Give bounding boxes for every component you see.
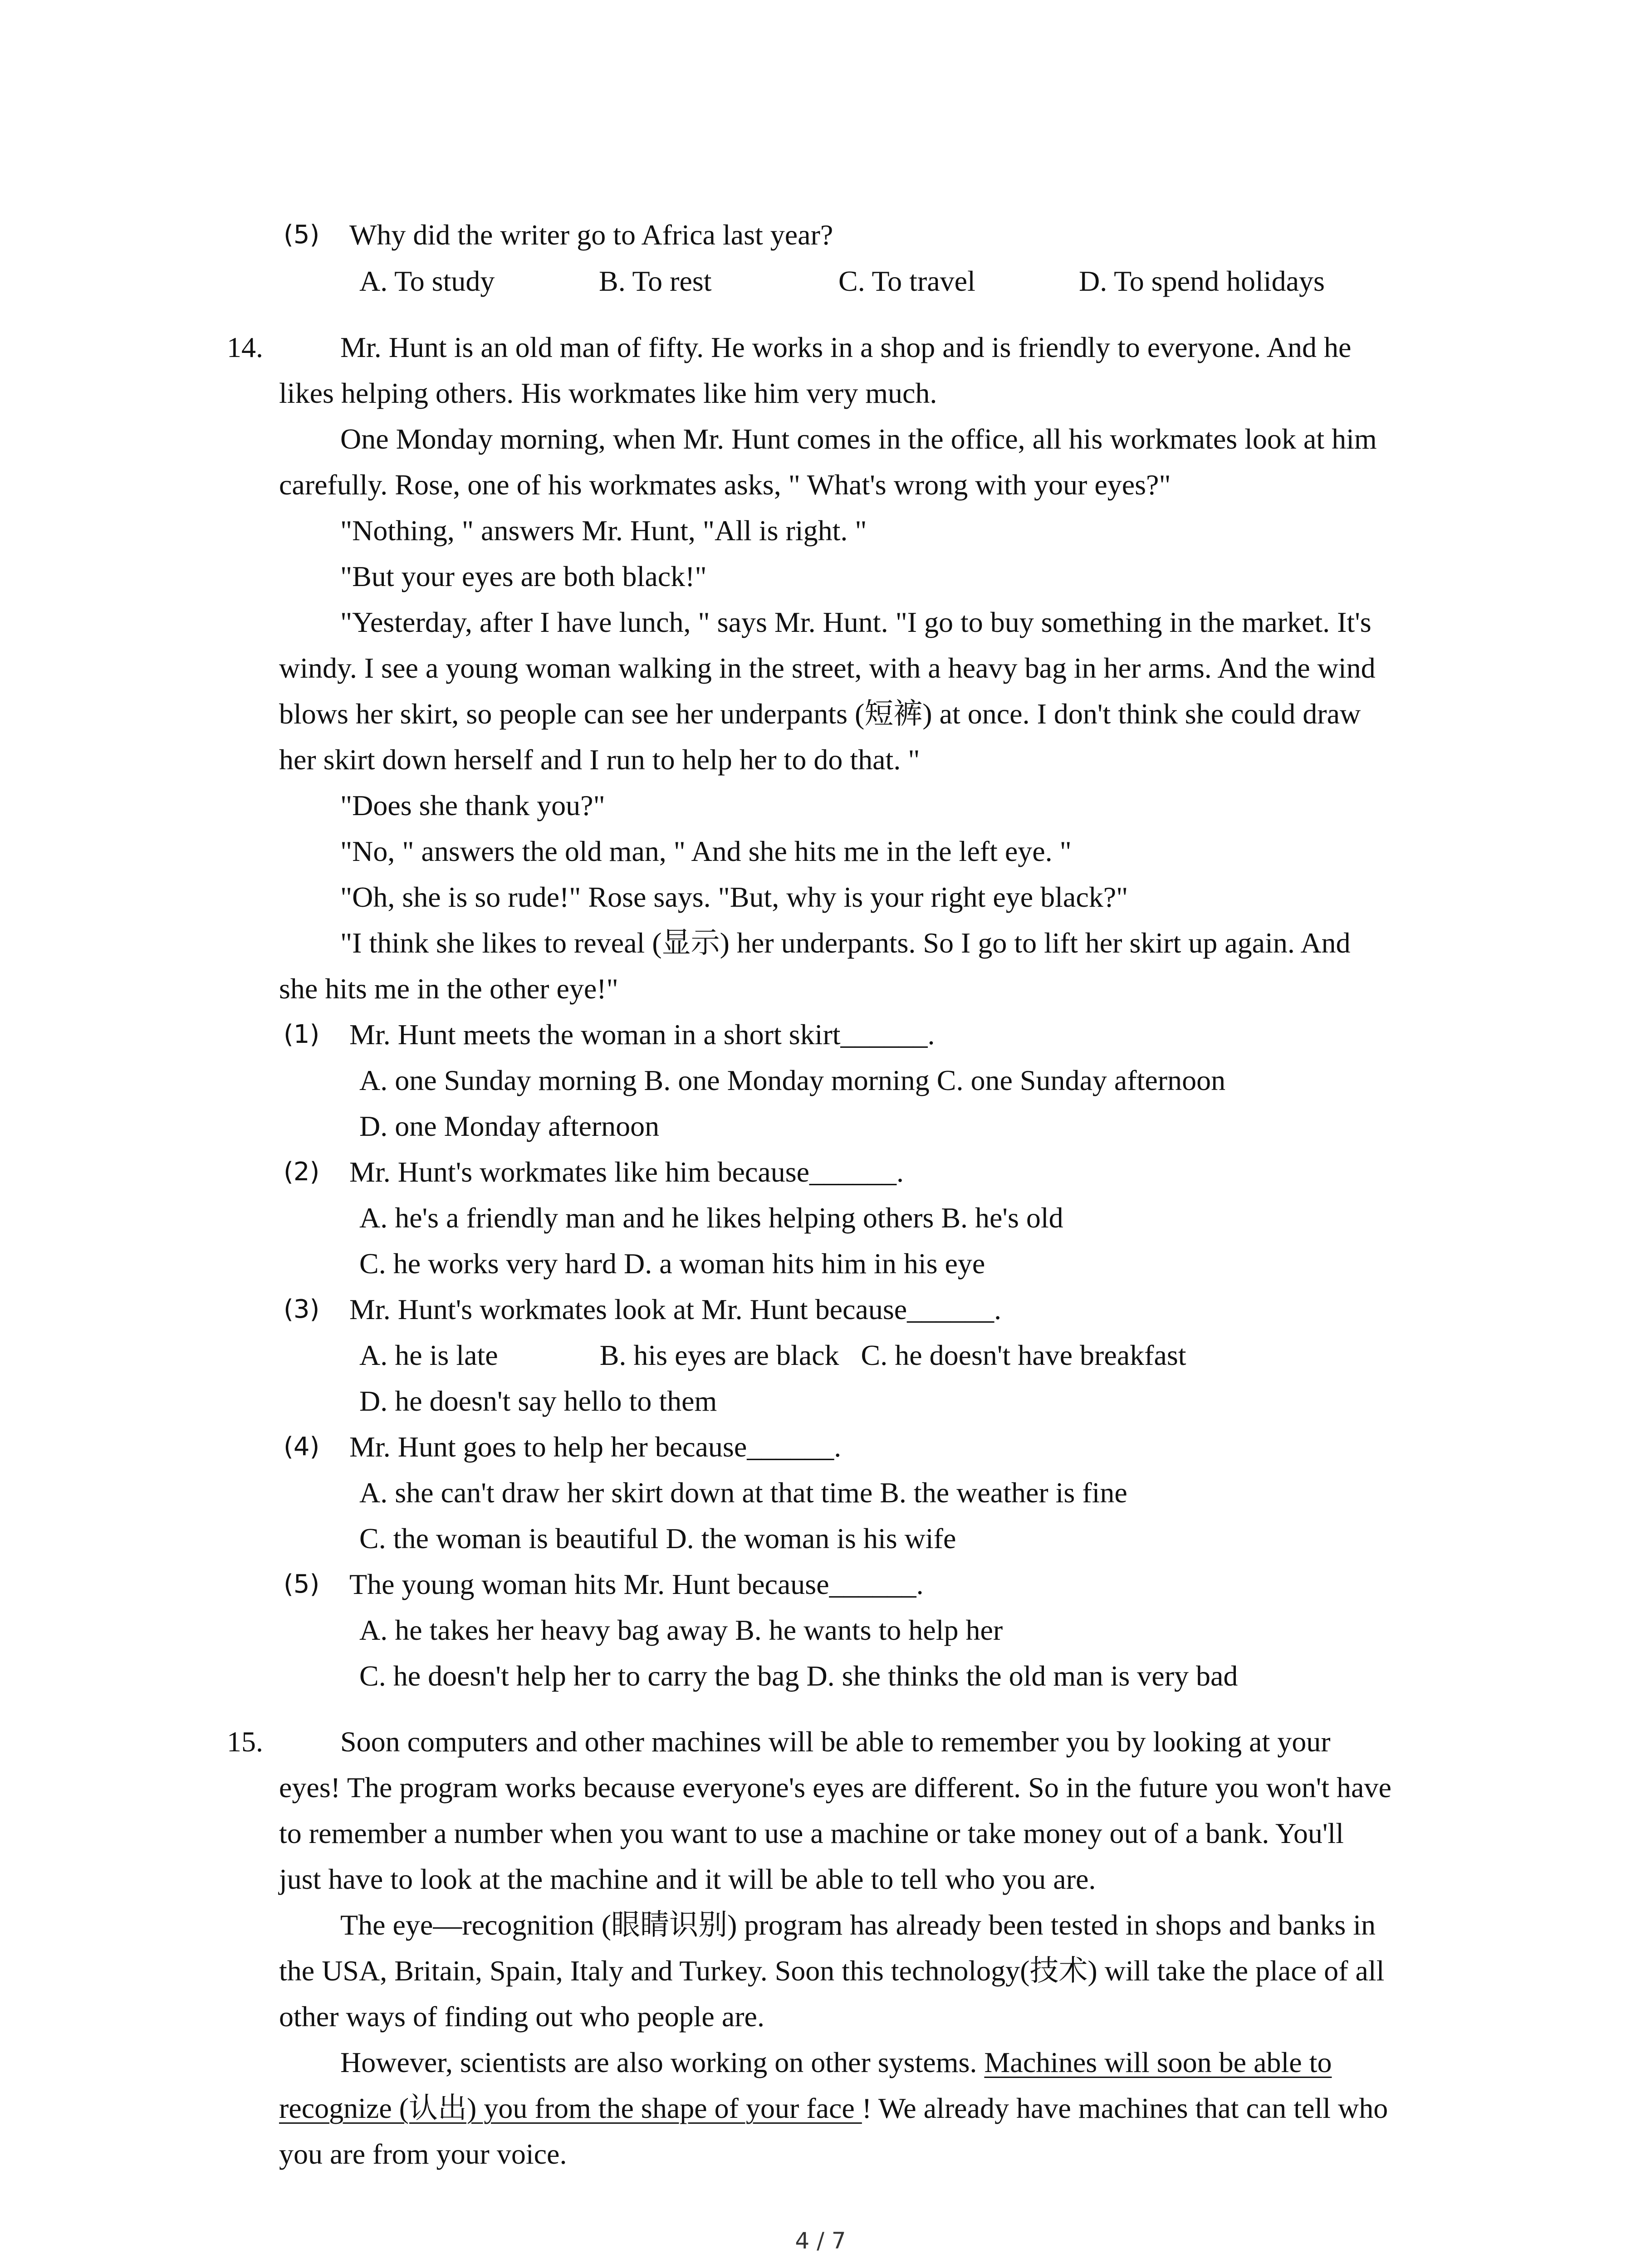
q15-para3-text: ! We already have machines that can tell who [862, 2092, 1388, 2124]
q14-sub2-number: (2) [284, 1157, 320, 1187]
q14-passage-line: Mr. Hunt is an old man of fifty. He works in a shop and is friendly to everyone. And he [340, 331, 1352, 363]
q14-sub3-options: D. he doesn't say hello to them [359, 1385, 717, 1417]
q14-passage-line: her skirt down herself and I run to help her to do that. " [279, 743, 920, 776]
q14-sub1-stem: Mr. Hunt meets the woman in a short skirt______. [349, 1018, 935, 1051]
q14-passage-line: she hits me in the other eye!" [279, 973, 618, 1005]
q15-number: 15. [227, 1725, 263, 1758]
q15-para2-line: the USA, Britain, Spain, Italy and Turkey. Soon this technology(技术) will take the place of all [279, 1955, 1385, 1987]
q14-passage-line: windy. I see a young woman walking in the street, with a heavy bag in her arms. And the wind [279, 652, 1376, 684]
q13-sub5-option-a: A. To study [359, 265, 495, 297]
q15-para3-line2 [279, 2090, 1388, 2126]
q15-underlined-sentence: Machines will soon be able to [984, 2046, 1332, 2078]
q14-sub5-stem: The young woman hits Mr. Hunt because______. [349, 1568, 924, 1600]
q14-passage-line: "Nothing, " answers Mr. Hunt, "All is right. " [340, 514, 867, 547]
q14-sub2-stem: Mr. Hunt's workmates like him because______. [349, 1156, 904, 1188]
q14-sub4-number: (4) [284, 1432, 320, 1461]
q14-sub5-options: A. he takes her heavy bag away B. he wants to help her [359, 1614, 1003, 1646]
q14-sub1-options: A. one Sunday morning B. one Monday morning C. one Sunday afternoon [359, 1064, 1226, 1096]
page-number: 4 / 7 [795, 2228, 846, 2254]
q14-passage-line: carefully. Rose, one of his workmates asks, " What's wrong with your eyes?" [279, 469, 1171, 501]
q15-underlined-sentence: recognize (认出) you from the shape of your face [279, 2092, 862, 2124]
q15-para1-line: eyes! The program works because everyone's eyes are different. So in the future you won't have [279, 1771, 1391, 1804]
q14-number: 14. [227, 331, 263, 363]
q14-passage-line: "Does she thank you?" [340, 789, 605, 821]
q15-para2-line: The eye—recognition (眼睛识别) program has already been tested in shops and banks in [340, 1909, 1376, 1941]
q14-sub2-options: A. he's a friendly man and he likes helping others B. he's old [359, 1202, 1063, 1234]
q14-sub3-number: (3) [284, 1295, 320, 1324]
q14-passage-line: "No, " answers the old man, " And she hits me in the left eye. " [340, 835, 1072, 867]
q14-sub2-options: C. he works very hard D. a woman hits him in his eye [359, 1247, 985, 1280]
q14-passage-line: "Yesterday, after I have lunch, " says Mr. Hunt. "I go to buy something in the market. It's [340, 606, 1372, 638]
q15-para2-line: other ways of finding out who people are. [279, 2000, 764, 2033]
q13-sub5-number: (5) [284, 220, 320, 249]
q15-para1-line: to remember a number when you want to use a machine or take money out of a bank. You'll [279, 1817, 1344, 1849]
q13-sub5-option-c: C. To travel [838, 265, 975, 297]
q14-sub3-stem: Mr. Hunt's workmates look at Mr. Hunt because______. [349, 1293, 1002, 1325]
q14-sub4-stem: Mr. Hunt goes to help her because______. [349, 1431, 842, 1463]
q14-passage-line: likes helping others. His workmates like him very much. [279, 377, 937, 409]
q13-sub5-option-d: D. To spend holidays [1079, 265, 1325, 297]
q14-passage-line: One Monday morning, when Mr. Hunt comes in the office, all his workmates look at him [340, 423, 1377, 455]
q14-sub1-options: D. one Monday afternoon [359, 1110, 660, 1142]
q15-para3-text: However, scientists are also working on other systems. [340, 2046, 985, 2078]
q14-passage-line: "But your eyes are both black!" [340, 560, 707, 592]
q14-sub4-options: A. she can't draw her skirt down at that time B. the weather is fine [359, 1476, 1127, 1509]
q15-para3-line3: you are from your voice. [279, 2138, 567, 2170]
q14-passage-line: blows her skirt, so people can see her underpants (短裤) at once. I don't think she could draw [279, 698, 1361, 730]
q15-para1-line: just have to look at the machine and it will be able to tell who you are. [279, 1863, 1096, 1895]
q14-sub5-number: (5) [284, 1569, 320, 1599]
q14-sub1-number: (1) [284, 1020, 320, 1049]
q14-passage-line: "Oh, she is so rude!" Rose says. "But, why is your right eye black?" [340, 881, 1128, 913]
q13-sub5-option-b: B. To rest [599, 265, 712, 297]
q14-sub5-options: C. he doesn't help her to carry the bag D. she thinks the old man is very bad [359, 1660, 1238, 1692]
q14-passage-line: "I think she likes to reveal (显示) her underpants. So I go to lift her skirt up again. And [340, 927, 1351, 959]
q15-para3-line1 [340, 2044, 1332, 2081]
q13-sub5-stem: Why did the writer go to Africa last year? [349, 219, 833, 251]
q14-sub3-options: A. he is late B. his eyes are black C. he doesn't have breakfast [359, 1339, 1186, 1371]
q14-sub4-options: C. the woman is beautiful D. the woman is his wife [359, 1522, 956, 1554]
q15-para1-line: Soon computers and other machines will be able to remember you by looking at your [340, 1725, 1331, 1758]
